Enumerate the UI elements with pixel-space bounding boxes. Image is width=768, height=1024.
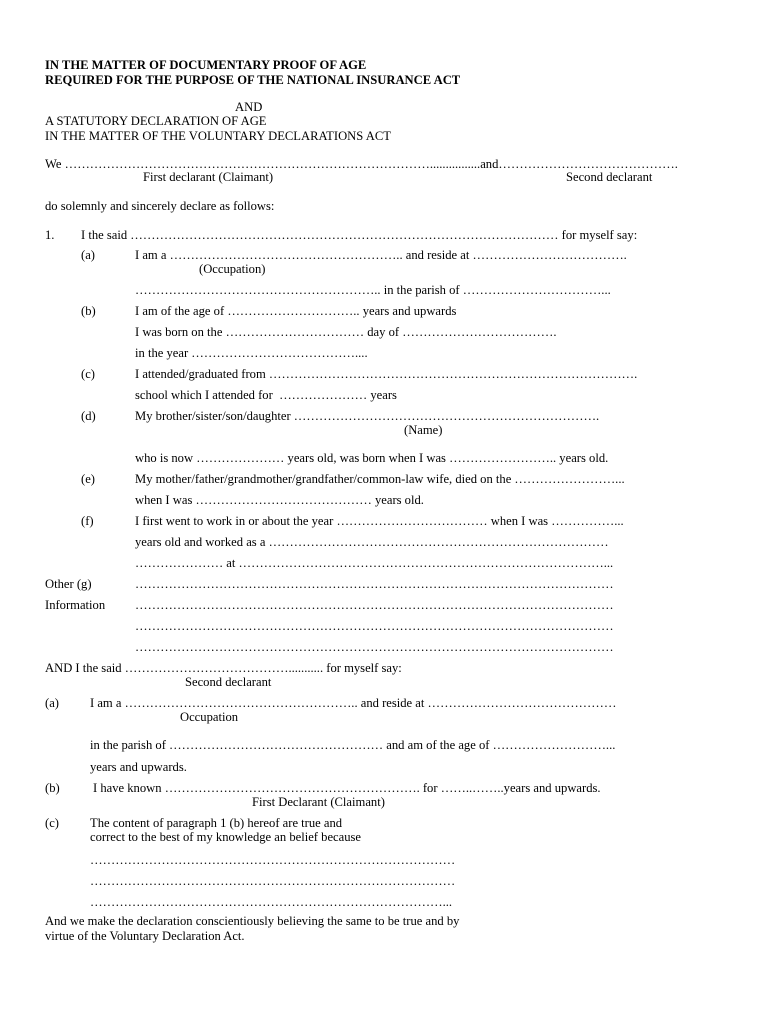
- item-c-line-1: I attended/graduated from …………………………………………………………………………….: [135, 367, 638, 381]
- s2-item-a-line-2: in the parish of …………………………………………… and am of the age of ………………………...: [90, 738, 616, 752]
- closing-line-1: And we make the declaration conscientiously believing the same to be true and by: [45, 914, 460, 928]
- first-declarant-label: First declarant (Claimant): [143, 170, 274, 184]
- s2-item-c-dots-1: ……………………………………………………………………………: [90, 853, 456, 867]
- item-f-line-2: years old and worked as a ………………………………………………………………………: [135, 535, 609, 549]
- item-g-label-information: Information: [45, 598, 106, 612]
- header-line-2: REQUIRED FOR THE PURPOSE OF THE NATIONAL INSURANCE ACT: [45, 73, 461, 87]
- item-b-line-3: in the year …………………………………....: [135, 346, 368, 360]
- s2-item-a-occupation-label: Occupation: [180, 710, 239, 724]
- item-a-label: (a): [81, 248, 95, 262]
- item-e-label: (e): [81, 472, 95, 486]
- second-declarant-label: Second declarant: [566, 170, 653, 184]
- header-line-4: IN THE MATTER OF THE VOLUNTARY DECLARATIONS ACT: [45, 129, 391, 143]
- item-f-label: (f): [81, 514, 94, 528]
- item-a-line-1: I am a ……………………………………………….. and reside at ……………………………….: [135, 248, 627, 262]
- header-line-1: IN THE MATTER OF DOCUMENTARY PROOF OF AGE: [45, 58, 367, 72]
- item-b-label: (b): [81, 304, 96, 318]
- item-g-line-3: ……………………………………………………………………………………………………: [135, 619, 614, 633]
- s2-item-c-line-1: The content of paragraph 1 (b) hereof are true and: [90, 816, 343, 830]
- intro-text: do solemnly and sincerely declare as follows:: [45, 199, 275, 213]
- s2-item-c-dots-3: …………………………………………………………………………...: [90, 895, 453, 909]
- item-b-line-1: I am of the age of ………………………….. years and upwards: [135, 304, 457, 318]
- item-c-label: (c): [81, 367, 95, 381]
- s2-item-b-first-declarant-label: First Declarant (Claimant): [252, 795, 385, 809]
- item-a-occupation-label: (Occupation): [199, 262, 266, 276]
- item-e-line-2: when I was …………………………………… years old.: [135, 493, 424, 507]
- item-g-label: Other (g): [45, 577, 92, 591]
- declarants-line: We ……………………………………………………………………………................and…………………………………….: [45, 157, 678, 171]
- item-e-line-1: My mother/father/grandmother/grandfather/common-law wife, died on the ……………………...: [135, 472, 625, 486]
- item-a-line-2: ………………………………………………….. in the parish of ……………………………...: [135, 283, 611, 297]
- s2-item-b-label: (b): [45, 781, 60, 795]
- item-g-line-1: ……………………………………………………………………………………………………: [135, 577, 614, 591]
- item-f-line-1: I first went to work in or about the year ……………………………… when I was ……………...: [135, 514, 624, 528]
- s2-item-c-line-2: correct to the best of my knowledge an belief because: [90, 830, 362, 844]
- item-g-line-4: ……………………………………………………………………………………………………: [135, 640, 614, 654]
- item-f-line-3: ………………… at ……………………………………………………………………………...: [135, 556, 614, 570]
- item-b-line-2: I was born on the …………………………… day of ……………………………….: [135, 325, 557, 339]
- s2-item-a-label: (a): [45, 696, 59, 710]
- item-d-label: (d): [81, 409, 96, 423]
- item-g-line-2: ……………………………………………………………………………………………………: [135, 598, 614, 612]
- s2-item-a-line-1: I am a ……………………………………………….. and reside at ………………………………………: [90, 696, 617, 710]
- section-2-second-declarant-label: Second declarant: [185, 675, 272, 689]
- section-2-line: AND I the said …………………………………........... for myself say:: [45, 661, 402, 675]
- section-1-line: I the said ………………………………………………………………………………………… for myself say:: [81, 228, 638, 242]
- item-d-name-label: (Name): [404, 423, 443, 437]
- header-line-3: A STATUTORY DECLARATION OF AGE: [45, 114, 267, 128]
- header-and: AND: [235, 100, 263, 114]
- s2-item-b-line-1: I have known ……………………………………………………. for ……..……..years and upwards.: [93, 781, 601, 795]
- section-1-number: 1.: [45, 228, 55, 242]
- s2-item-a-line-3: years and upwards.: [90, 760, 187, 774]
- item-d-line-1: My brother/sister/son/daughter ……………………………………………………………….: [135, 409, 600, 423]
- item-c-line-2: school which I attended for ………………… years: [135, 388, 397, 402]
- closing-line-2: virtue of the Voluntary Declaration Act.: [45, 929, 245, 943]
- s2-item-c-dots-2: ……………………………………………………………………………: [90, 874, 456, 888]
- item-d-line-2: who is now ………………… years old, was born when I was …………………….. years old.: [135, 451, 609, 465]
- s2-item-c-label: (c): [45, 816, 59, 830]
